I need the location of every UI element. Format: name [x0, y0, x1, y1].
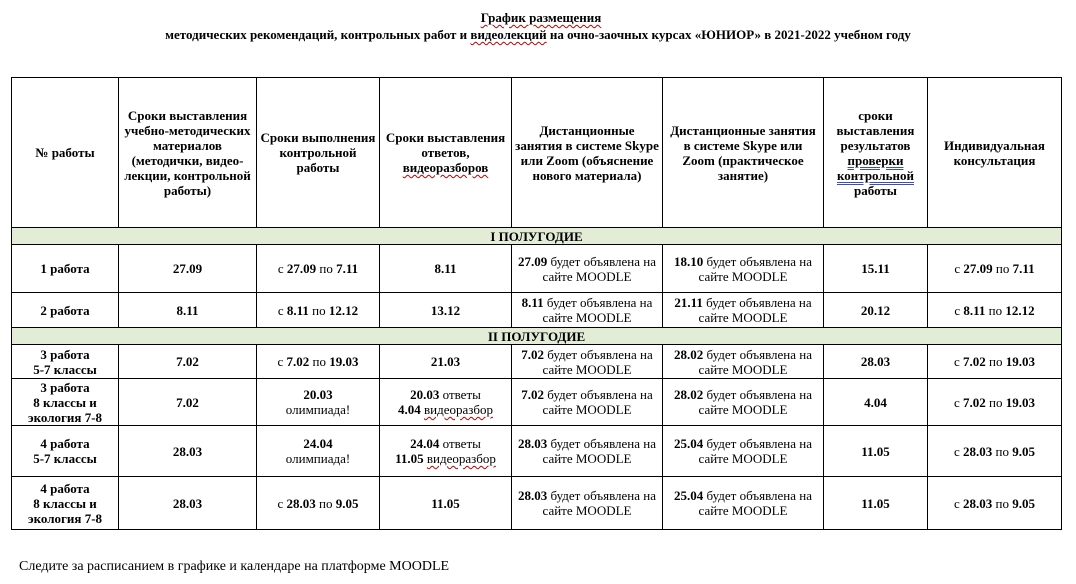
materials-cell: 27.09: [119, 245, 257, 293]
materials-cell: 7.02: [119, 379, 257, 426]
practice-cell: [663, 477, 824, 530]
consult-to: 9.05: [1012, 443, 1035, 459]
answers-text: ответы: [439, 387, 481, 402]
lesson-cell: [512, 293, 663, 328]
header-answers: [380, 78, 512, 228]
answers-cell: 11.05: [380, 477, 512, 530]
period-to: 7.11: [336, 261, 359, 276]
consult-cell: [928, 345, 1062, 379]
header-results-end: работы: [854, 182, 897, 198]
lesson-cell: [512, 379, 663, 426]
practice-cell: [663, 293, 824, 328]
period-date: 24.04: [303, 436, 333, 451]
answers-video: видеоразбор: [424, 402, 493, 417]
section-title: I ПОЛУГОДИЕ: [12, 228, 1062, 245]
header-work-period: Сроки выполнения контрольной работы: [257, 78, 380, 228]
consult-cell: [928, 293, 1062, 328]
period-cell: [257, 245, 380, 293]
consult-cell: [928, 477, 1062, 530]
work-line: 3 работа: [40, 346, 90, 362]
to-word: по: [308, 302, 329, 318]
work-line: 5-7 классы: [33, 361, 97, 377]
consult-cell: [928, 379, 1062, 426]
consult-to: 19.03: [1005, 394, 1035, 410]
header-results: [824, 78, 928, 228]
to-word: по: [992, 443, 1013, 459]
from-word: с: [954, 354, 964, 369]
title-text: График размещения: [480, 10, 602, 25]
practice-text: будет объявлена на сайте MOODLE: [698, 436, 813, 466]
from-word: с: [954, 261, 964, 276]
lesson-date: 28.03: [517, 488, 548, 503]
lesson-text: будет объявлена на сайте MOODLE: [542, 488, 657, 518]
practice-text: будет объявлена на сайте MOODLE: [698, 253, 813, 284]
materials-cell: 7.02: [119, 345, 257, 379]
consult-from: 8.11: [963, 302, 986, 318]
title-line-1: [6, 10, 1076, 26]
work-cell: [12, 477, 119, 530]
table-row: [12, 426, 1062, 477]
answers-date: 4.04: [398, 402, 421, 417]
from-word: с: [277, 495, 287, 511]
from-word: с: [954, 302, 964, 318]
practice-cell: [663, 379, 824, 426]
lesson-cell: [512, 345, 663, 379]
results-cell: 20.12: [824, 293, 928, 328]
practice-cell: [663, 345, 824, 379]
practice-date: 28.02: [673, 387, 704, 402]
consult-from: 7.02: [963, 394, 986, 410]
header-results-check: проверки контрольной: [836, 152, 915, 183]
from-word: с: [954, 394, 964, 410]
title-part-c: на очно-заочных курсах «ЮНИОР» в 2021-2022 учебном году: [546, 27, 911, 42]
work-line: экология 7-8: [27, 510, 103, 526]
consult-to: 19.03: [1005, 354, 1035, 369]
work-line: 5-7 классы: [33, 451, 97, 466]
practice-date: 18.10: [673, 253, 704, 269]
answers-video: видеоразбор: [426, 451, 496, 466]
lesson-cell: [512, 477, 663, 530]
lesson-date: 7.02: [521, 346, 544, 362]
lesson-text: будет объявлена на сайте MOODLE: [542, 295, 653, 325]
consult-from: 7.02: [963, 354, 986, 369]
period-to: 9.05: [335, 495, 359, 511]
period-from: 7.02: [286, 354, 310, 369]
period-cell: [257, 477, 380, 530]
from-word: с: [954, 495, 964, 511]
work-cell: [12, 426, 119, 477]
answers-date: 24.04: [410, 436, 440, 451]
work-line: 4 работа: [40, 436, 90, 451]
lesson-text: будет объявлена на сайте MOODLE: [542, 253, 657, 284]
consult-cell: [928, 245, 1062, 293]
answers-date: 20.03: [410, 387, 440, 402]
table-row: [12, 477, 1062, 530]
to-word: по: [992, 261, 1013, 276]
from-word: с: [277, 302, 287, 318]
from-word: с: [277, 354, 287, 369]
header-answers-video: видеоразборов: [402, 160, 489, 175]
materials-cell: 28.03: [119, 477, 257, 530]
practice-date: 21.11: [674, 295, 703, 310]
schedule-table: [11, 77, 1062, 530]
answers-cell: [380, 379, 512, 426]
period-cell: [257, 426, 380, 477]
to-word: по: [985, 394, 1006, 410]
lesson-date: 28.03: [517, 436, 548, 451]
practice-cell: [663, 426, 824, 477]
title-part-a: методических рекомендаций, контрольных работ и: [165, 27, 471, 42]
header-consultation: Индивидуальная консультация: [928, 78, 1062, 228]
results-cell: 11.05: [824, 426, 928, 477]
practice-date: 25.04: [673, 436, 704, 451]
to-word: по: [315, 495, 336, 511]
consult-from: 28.03: [963, 443, 993, 459]
header-row: [12, 78, 1062, 228]
period-from: 28.03: [286, 495, 316, 511]
from-word: с: [277, 261, 287, 276]
consult-from: 28.03: [963, 495, 993, 511]
from-word: с: [954, 443, 964, 459]
period-date: 20.03: [303, 387, 333, 402]
answers-cell: 13.12: [380, 293, 512, 328]
practice-text: будет объявлена на сайте MOODLE: [698, 295, 812, 325]
lesson-date: 8.11: [521, 295, 544, 310]
work-line: 8 классы и: [33, 394, 97, 410]
results-cell: 15.11: [824, 245, 928, 293]
lesson-text: будет объявлена на сайте MOODLE: [542, 387, 653, 417]
answers-cell: [380, 426, 512, 477]
consult-from: 27.09: [963, 261, 993, 276]
work-line: 3 работа: [40, 379, 90, 395]
period-cell: [257, 293, 380, 328]
work-line: 4 работа: [40, 480, 90, 496]
title-part-b: видеолекций: [470, 27, 547, 42]
period-note: олимпиада!: [285, 402, 351, 417]
period-cell: [257, 345, 380, 379]
header-work-number: № работы: [12, 78, 119, 228]
table-row: [12, 245, 1062, 293]
section-row-1: [12, 228, 1062, 245]
practice-date: 25.04: [673, 488, 704, 503]
table-row: [12, 345, 1062, 379]
work-cell: 2 работа: [12, 293, 119, 328]
to-word: по: [316, 261, 337, 276]
results-cell: 11.05: [824, 477, 928, 530]
work-line: 8 классы и: [33, 495, 97, 511]
answers-cell: 21.03: [380, 345, 512, 379]
materials-cell: 8.11: [119, 293, 257, 328]
header-results-text: сроки выставления результатов: [836, 107, 915, 153]
header-online-practice: Дистанционные занятия в системе Skype или Zoom (практическое занятие): [663, 78, 824, 228]
period-note: олимпиада!: [285, 451, 351, 466]
results-cell: 28.03: [824, 345, 928, 379]
header-online-lesson: Дистанционные занятия в системе Skype или Zoom (объяснение нового материала): [512, 78, 663, 228]
materials-cell: 28.03: [119, 426, 257, 477]
to-word: по: [985, 302, 1006, 318]
work-cell: [12, 379, 119, 426]
answers-date: 11.05: [395, 451, 424, 466]
header-answers-text: Сроки выставления ответов,: [385, 130, 506, 160]
lesson-cell: [512, 426, 663, 477]
practice-text: будет объявлена на сайте MOODLE: [698, 488, 813, 518]
period-cell: [257, 379, 380, 426]
period-from: 8.11: [286, 302, 309, 318]
consult-cell: [928, 426, 1062, 477]
lesson-text: будет объявлена на сайте MOODLE: [542, 436, 657, 466]
lesson-cell: [512, 245, 663, 293]
work-cell: [12, 345, 119, 379]
period-to: 19.03: [329, 354, 359, 369]
work-cell: 1 работа: [12, 245, 119, 293]
practice-text: будет объявлена на сайте MOODLE: [698, 387, 813, 417]
section-row-2: [12, 328, 1062, 345]
header-materials: Сроки выставления учебно-методических материалов (методички, видео-лекции, контрольной работы): [119, 78, 257, 228]
work-line: экология 7-8: [27, 409, 103, 425]
lesson-date: 7.02: [521, 387, 544, 402]
footer-note: Следите за расписанием в графике и календаре на платформе MOODLE: [19, 559, 450, 574]
practice-date: 28.02: [673, 346, 704, 362]
to-word: по: [985, 354, 1006, 369]
consult-to: 12.12: [1005, 302, 1035, 318]
to-word: по: [309, 354, 330, 369]
lesson-date: 27.09: [517, 253, 548, 269]
lesson-text: будет объявлена на сайте MOODLE: [542, 346, 653, 377]
practice-cell: [663, 245, 824, 293]
to-word: по: [992, 495, 1013, 511]
consult-to: 9.05: [1012, 495, 1035, 511]
consult-to: 7.11: [1012, 261, 1035, 276]
answers-cell: 8.11: [380, 245, 512, 293]
table-row: [12, 379, 1062, 426]
period-to: 12.12: [328, 302, 359, 318]
answers-text: ответы: [439, 436, 481, 451]
results-cell: 4.04: [824, 379, 928, 426]
practice-text: будет объявлена на сайте MOODLE: [698, 346, 813, 377]
section-title: II ПОЛУГОДИЕ: [12, 328, 1062, 345]
title-line-2: [0, 26, 1076, 43]
document-title: [0, 10, 1076, 43]
period-from: 27.09: [286, 261, 317, 276]
table-row: [12, 293, 1062, 328]
